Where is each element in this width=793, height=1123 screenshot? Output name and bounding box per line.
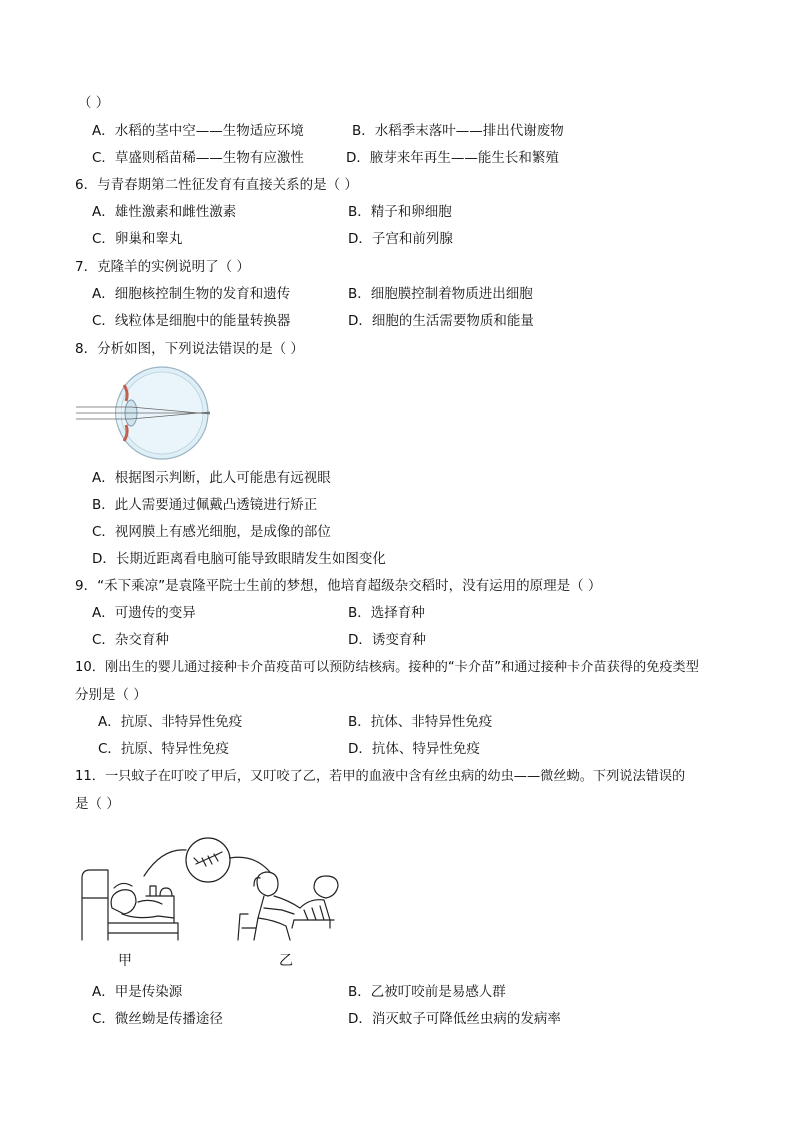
q10-option-c[interactable]: C．抗原、特异性免疫 — [98, 741, 229, 757]
label-jia: 甲 — [118, 953, 132, 969]
q8-option-b[interactable]: B．此人需要通过佩戴凸透镜进行矫正 — [92, 497, 318, 513]
q10-option-a[interactable]: A．抗原、非特异性免疫 — [98, 714, 243, 730]
q11-stem-line1: 11．一只蚊子在叮咬了甲后，又叮咬了乙，若甲的血液中含有丝虫病的幼虫——微丝蚴。下列说法错误的 — [75, 769, 686, 784]
q11-option-b[interactable]: B．乙被叮咬前是易感人群 — [348, 984, 506, 1000]
q5-option-c[interactable]: C．草盛则稻苗稀——生物有应激性 — [92, 150, 304, 166]
q11-option-d[interactable]: D．消灭蚊子可降低丝虫病的发病率 — [348, 1011, 561, 1027]
q6-option-c[interactable]: C．卵巢和睾丸 — [92, 231, 183, 247]
q10-option-d[interactable]: D．抗体、特异性免疫 — [348, 741, 480, 757]
q6-option-d[interactable]: D．子宫和前列腺 — [348, 231, 453, 247]
q10-stem-line1: 10．刚出生的婴儿通过接种卡介苗疫苗可以预防结核病。接种的“卡介苗”和通过接种卡介苗获得的免疫类型 — [75, 660, 699, 675]
q10-stem-line2: 分别是（ ） — [75, 687, 147, 703]
q8-stem: 8．分析如图，下列说法错误的是（ ） — [75, 341, 304, 357]
q11-option-a[interactable]: A．甲是传染源 — [92, 984, 183, 1000]
q5-option-a[interactable]: A．水稻的茎中空——生物适应环境 — [92, 123, 304, 139]
mosquito-transmission-illustration — [78, 828, 358, 950]
q10-option-b[interactable]: B．抗体、非特异性免疫 — [348, 714, 493, 730]
q8-option-d[interactable]: D．长期近距离看电脑可能导致眼睛发生如图变化 — [92, 551, 386, 567]
q8-option-c[interactable]: C．视网膜上有感光细胞，是成像的部位 — [92, 524, 331, 540]
label-yi: 乙 — [279, 953, 293, 969]
q6-option-a[interactable]: A．雄性激素和雌性激素 — [92, 204, 237, 220]
q7-option-b[interactable]: B．细胞膜控制着物质进出细胞 — [348, 286, 533, 302]
q9-stem: 9．“禾下乘凉”是袁隆平院士生前的梦想，他培育超级杂交稻时，没有运用的原理是（ ） — [75, 578, 602, 594]
q9-option-b[interactable]: B．选择育种 — [348, 605, 425, 621]
q8-option-a[interactable]: A．根据图示判断，此人可能患有远视眼 — [92, 470, 331, 486]
q9-option-c[interactable]: C．杂交育种 — [92, 632, 169, 648]
q7-stem: 7．克隆羊的实例说明了（ ） — [75, 259, 250, 275]
q7-option-c[interactable]: C．线粒体是细胞中的能量转换器 — [92, 313, 291, 329]
q11-option-c[interactable]: C．微丝蚴是传播途径 — [92, 1011, 223, 1027]
q5-stem-tail: （ ） — [78, 95, 110, 111]
q6-stem: 6．与青春期第二性征发育有直接关系的是（ ） — [75, 177, 358, 193]
q5-option-d[interactable]: D．腋芽来年再生——能生长和繁殖 — [346, 150, 559, 166]
q11-stem-line2: 是（ ） — [75, 796, 120, 812]
q7-option-a[interactable]: A．细胞核控制生物的发育和遗传 — [92, 286, 291, 302]
eye-diagram — [76, 363, 216, 463]
q9-option-a[interactable]: A．可遗传的变异 — [92, 605, 196, 621]
q7-option-d[interactable]: D．细胞的生活需要物质和能量 — [348, 313, 534, 329]
q6-option-b[interactable]: B．精子和卵细胞 — [348, 204, 452, 220]
q5-option-b[interactable]: B．水稻季末落叶——排出代谢废物 — [352, 123, 564, 139]
q9-option-d[interactable]: D．诱变育种 — [348, 632, 426, 648]
